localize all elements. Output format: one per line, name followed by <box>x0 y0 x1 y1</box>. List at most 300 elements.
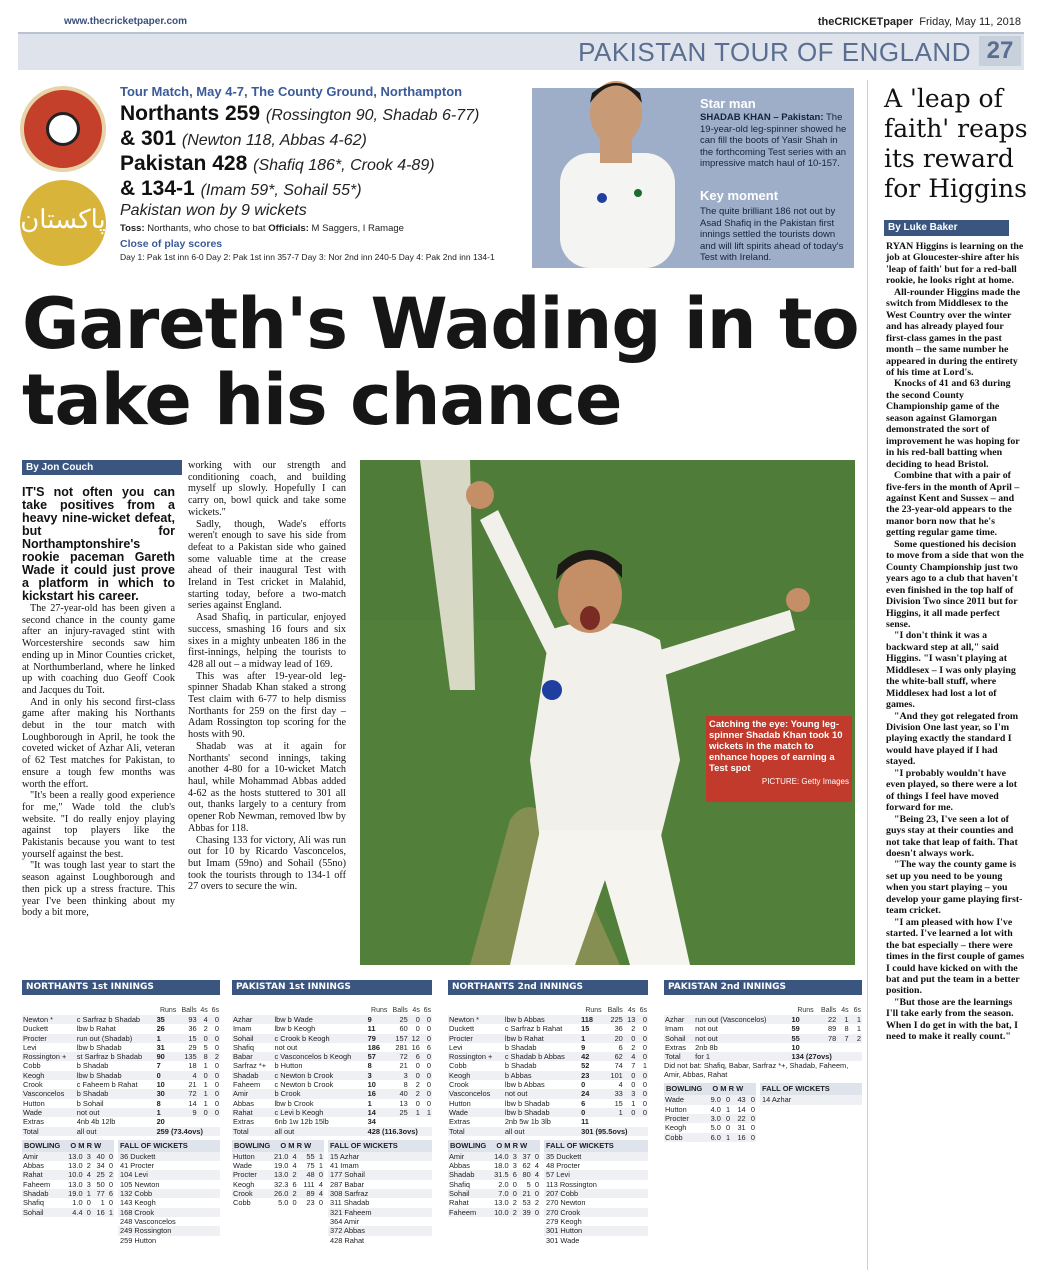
table-row <box>22 1043 220 1052</box>
table-cell: 13.0 <box>68 1151 83 1161</box>
table-cell: 72 <box>188 1089 197 1099</box>
table-cell: 2 <box>415 1080 420 1090</box>
table-cell: 2 <box>292 1189 297 1199</box>
table-cell: 1 <box>156 1033 161 1043</box>
table-cell: lbw b Shadab <box>504 1098 550 1108</box>
table-cell: 34 <box>367 1117 376 1127</box>
photo-caption <box>706 716 852 802</box>
table-cell: 0 <box>318 1198 323 1208</box>
table-cell: Wade <box>233 1161 253 1171</box>
table-cell: 0 <box>415 1098 420 1108</box>
bowling-row <box>22 1170 114 1179</box>
table-cell: 3 <box>512 1161 517 1171</box>
table-cell: c Newton b Crook <box>274 1070 334 1080</box>
table-cell: 1 <box>844 1015 849 1024</box>
sidebar-paragraph: All-rounder Higgins made the switch from Middlesex to the West Country over the winter and has already played four first-class games in the past month – the same number he appeared in during the entirety of his time at Lord's. <box>886 286 1021 378</box>
table-cell: Hutton <box>665 1104 687 1114</box>
table-cell: 13.0 <box>273 1170 289 1180</box>
table-cell: lbw b Abbas <box>504 1080 545 1090</box>
table-row <box>232 1099 432 1108</box>
table-cell: 0 <box>108 1179 113 1189</box>
column-header: Runs <box>585 1006 602 1014</box>
table-cell: 4 <box>86 1170 91 1180</box>
table-cell: 0 <box>642 1015 647 1024</box>
table-cell: 20 <box>614 1033 623 1043</box>
bowling-heading: BOWLING <box>666 1084 703 1094</box>
table-row <box>664 1015 862 1024</box>
paper-name: theCRICKETpaper <box>817 16 914 28</box>
table-row <box>664 1043 862 1052</box>
table-cell: 34 <box>96 1161 105 1171</box>
northants-crest-icon <box>20 86 106 172</box>
table-cell: 13 <box>399 1098 408 1108</box>
table-row <box>232 1071 432 1080</box>
table-cell: Newton * <box>23 1015 53 1024</box>
table-cell: 2 <box>108 1170 113 1180</box>
table-cell: 259 (73.4ovs) <box>156 1126 203 1136</box>
article-paragraph: "It was tough last year to start the season against Loughborough and then pick up a stress fracture. This year I've been thinking about my body a bit more, <box>22 860 175 919</box>
table-cell: 13.0 <box>68 1161 83 1171</box>
table-cell: 3 <box>86 1179 91 1189</box>
article-paragraph: And in only his second first-class game after making his Northants debut in the tour match with Loughborough in April, he took the coveted wicket of Azhar Ali, veteran of 62 Test matches for Pakistan, to ensure a tough few months was worth the effort. <box>22 696 175 790</box>
table-cell: st Sarfraz b Shadab <box>76 1052 143 1062</box>
table-cell: 0 <box>750 1123 755 1133</box>
table-cell: 0 <box>156 1070 161 1080</box>
table-cell: 1 <box>426 1107 431 1117</box>
table-cell: Newton * <box>449 1015 479 1024</box>
table-cell: 4 <box>192 1070 197 1080</box>
table-cell: Imam <box>665 1024 684 1034</box>
table-cell: 7.0 <box>498 1189 509 1199</box>
pakistan-crest-icon: پاکستان <box>20 180 106 266</box>
table-cell: 1 <box>203 1089 208 1099</box>
table-cell: c Sarfraz b Rahat <box>504 1024 563 1034</box>
table-cell: 3 <box>403 1070 408 1080</box>
fall-of-wicket-item: 364 Amir <box>330 1216 360 1226</box>
table-row <box>22 1061 220 1070</box>
table-cell: 23 <box>306 1198 315 1208</box>
table-cell: Procter <box>23 1033 47 1043</box>
bowling-table <box>232 1152 324 1208</box>
bowling-row <box>664 1105 756 1114</box>
table-cell: 0 <box>642 1107 647 1117</box>
table-cell: 1 <box>367 1098 372 1108</box>
table-cell: 0 <box>534 1189 539 1199</box>
table-cell: 6 <box>581 1098 586 1108</box>
table-cell: 2 <box>292 1170 297 1180</box>
fall-of-wicket-item: 177 Sohail <box>328 1170 432 1179</box>
column-header: Balls <box>181 1006 197 1014</box>
table-cell: 9.0 <box>710 1095 721 1105</box>
column-header: 4s <box>627 1006 636 1014</box>
table-cell: 10 <box>791 1042 800 1052</box>
column-header: Runs <box>371 1006 388 1014</box>
table-cell: Sohail <box>449 1189 470 1199</box>
table-cell: 1 <box>203 1080 208 1090</box>
table-cell: 2 <box>512 1207 517 1217</box>
table-cell: Sohail <box>665 1033 686 1043</box>
table-row <box>22 1089 220 1098</box>
table-cell: 428 (116.3ovs) <box>367 1126 418 1136</box>
table-cell: lbw b Crook <box>274 1098 314 1108</box>
table-cell: Rossington + <box>449 1052 493 1062</box>
site-url[interactable]: www.thecricketpaper.com <box>64 16 188 27</box>
fall-of-wicket-item: 372 Abbas <box>328 1226 432 1235</box>
table-cell: 1 <box>642 1061 647 1071</box>
table-cell: 0 <box>426 1080 431 1090</box>
bowling-row <box>22 1152 114 1161</box>
table-cell: 0 <box>581 1107 586 1117</box>
table-row <box>22 1117 220 1126</box>
table-cell: 0 <box>415 1015 420 1024</box>
table-cell: 32.3 <box>273 1179 289 1189</box>
table-cell: 6 <box>618 1042 623 1052</box>
table-cell: Faheem <box>23 1179 51 1189</box>
bowling-row <box>448 1208 540 1217</box>
fall-of-wicket-item: 270 Newton <box>546 1198 586 1208</box>
table-cell: 15 <box>188 1033 197 1043</box>
table-cell: Total <box>449 1126 465 1136</box>
table-cell: 4 <box>318 1189 323 1199</box>
table-cell: lbw b Keogh <box>274 1024 316 1034</box>
table-cell: 4 <box>292 1161 297 1171</box>
batting-table <box>448 995 648 1136</box>
fall-of-wicket-item: 301 Wade <box>546 1235 580 1245</box>
fall-of-wicket-item: 311 Shadab <box>330 1198 370 1208</box>
table-cell: 6.0 <box>710 1132 721 1142</box>
table-cell: 13 <box>627 1015 636 1024</box>
table-cell: 30 <box>156 1089 165 1099</box>
table-cell: Extras <box>233 1117 254 1127</box>
table-cell: 10.0 <box>494 1207 509 1217</box>
close-of-play-days: Day 1: Pak 1st inn 6-0 Day 2: Pak 1st inn 357-7 Day 3: Nor 2nd inn 240-5 Day 4: Pak 2nd inn 134-1 <box>120 252 495 262</box>
table-cell: 13.0 <box>68 1179 83 1189</box>
batting-table <box>22 995 220 1136</box>
bowling-table <box>22 1152 114 1217</box>
table-row <box>232 1043 432 1052</box>
table-cell: 5 <box>526 1179 531 1189</box>
table-cell: Cobb <box>233 1198 251 1208</box>
table-cell: 59 <box>791 1024 800 1034</box>
table-cell: 0 <box>214 1107 219 1117</box>
table-cell: 1 <box>86 1189 91 1199</box>
bowling-row <box>22 1198 114 1207</box>
bowling-row <box>22 1180 114 1189</box>
fall-of-wicket-item: 308 Sarfraz <box>328 1189 432 1198</box>
table-cell: 6 <box>415 1052 420 1062</box>
table-row <box>448 1099 648 1108</box>
table-row <box>448 1043 648 1052</box>
column-header: 4s <box>412 1006 420 1014</box>
key-moment-heading: Key moment <box>700 188 779 203</box>
scorecard-title: NORTHANTS 2nd INNINGS <box>448 980 648 995</box>
bowling-row <box>232 1152 324 1161</box>
table-cell: 4 <box>292 1151 297 1161</box>
table-cell: 1 <box>856 1024 861 1034</box>
table-row <box>232 1080 432 1089</box>
table-cell: Cobb <box>665 1132 683 1142</box>
fall-of-wicket-item: 41 Procter <box>120 1161 155 1171</box>
table-cell: b Shadab <box>504 1042 537 1052</box>
table-cell: Faheem <box>233 1080 261 1090</box>
fall-of-wicket-item: 248 Vasconcelos <box>120 1216 176 1226</box>
table-cell: 281 <box>395 1042 408 1052</box>
article-byline: By Jon Couch <box>22 460 182 475</box>
table-cell: 31.5 <box>494 1170 509 1180</box>
table-cell: 19.0 <box>273 1161 289 1171</box>
table-cell: 19.0 <box>68 1189 83 1199</box>
table-cell: Total <box>233 1126 249 1136</box>
caption-title: Catching the eye: Young leg-spinner Shadab Khan took 10 wickets in the match to enhance hopes of earning a Test spot <box>709 719 843 774</box>
fall-of-wicket-item: 287 Babar <box>330 1179 365 1189</box>
table-cell: Rossington + <box>23 1052 67 1062</box>
table-cell: 14 <box>737 1104 746 1114</box>
table-row <box>232 1024 432 1033</box>
table-cell: 0 <box>214 1070 219 1080</box>
table-cell <box>198 1117 209 1126</box>
table-cell: 4.4 <box>72 1207 83 1217</box>
table-cell: 16 <box>411 1042 420 1052</box>
table-cell: 60 <box>399 1024 408 1034</box>
table-cell <box>850 1043 862 1052</box>
table-cell: 0 <box>415 1070 420 1080</box>
table-cell: 31 <box>156 1042 165 1052</box>
table-cell: 10 <box>367 1080 376 1090</box>
table-cell: 6 <box>512 1170 517 1180</box>
article-paragraph: This was after 19-year-old leg-spinner Shadab Khan staked a strong Test claim with 6-77 to help dismiss Northants for 259 on the first day – Adam Rossington top scoring for the hosts with 90. <box>188 670 346 741</box>
table-cell: 1 <box>203 1098 208 1108</box>
table-cell: 55 <box>791 1033 800 1043</box>
fall-of-wickets-heading: FALL OF WICKETS <box>544 1140 648 1152</box>
table-cell: 1 <box>726 1104 731 1114</box>
table-cell: Rahat <box>449 1198 469 1208</box>
table-cell: 13.0 <box>494 1198 509 1208</box>
table-cell: Duckett <box>449 1024 475 1034</box>
table-cell: Keogh <box>449 1070 471 1080</box>
table-cell: 77 <box>96 1189 105 1199</box>
table-cell: 0 <box>631 1107 636 1117</box>
table-cell: 1 <box>631 1098 636 1108</box>
issue-date: Friday, May 11, 2018 <box>919 16 1021 28</box>
table-cell: 40 <box>96 1151 105 1161</box>
sidebar-paragraph: "I don't think it was a backward step at all," said Higgins. "I wasn't playing at Middlesex – I was only playing the white-ball stuff, where Middlesex had lost a lot of games. <box>886 630 1016 711</box>
table-cell: Procter <box>665 1114 689 1124</box>
table-cell: Wade <box>665 1095 685 1105</box>
table-cell: b Shadab <box>76 1089 109 1099</box>
bowling-row <box>448 1198 540 1207</box>
table-cell: 21.0 <box>273 1151 289 1161</box>
table-row <box>448 1034 648 1043</box>
table-cell: Keogh <box>665 1123 687 1133</box>
fall-of-wicket-item: 270 Crook <box>544 1208 648 1217</box>
table-cell: 1 <box>415 1107 420 1117</box>
table-cell: lbw b Rahat <box>76 1024 116 1034</box>
table-cell: 4 <box>618 1080 623 1090</box>
table-cell: 10.0 <box>68 1170 83 1180</box>
table-cell: 7 <box>156 1061 161 1071</box>
main-headline: Gareth's Wading in to take his chance <box>22 283 859 441</box>
table-cell: 2 <box>631 1024 636 1034</box>
table-cell: Total <box>665 1052 681 1062</box>
table-cell: Procter <box>233 1170 257 1180</box>
table-cell: 0 <box>203 1107 208 1117</box>
article-paragraph: working with our strength and conditioning coach, and building myself up slowly. Hopefully I can carry on, bowl quick and take some wickets." <box>188 460 346 518</box>
table-cell: 0 <box>726 1095 731 1105</box>
table-cell: 111 <box>303 1179 315 1189</box>
bowling-columns: O M R W <box>494 1140 528 1150</box>
table-cell <box>177 1117 197 1126</box>
table-cell: 25 <box>96 1170 105 1180</box>
table-cell: 89 <box>306 1189 315 1199</box>
table-cell: 0 <box>642 1042 647 1052</box>
table-row <box>664 1024 862 1033</box>
table-cell: lbw b Shadab <box>76 1070 122 1080</box>
table-cell: run out (Vasconcelos) <box>695 1015 767 1024</box>
table-row <box>448 1089 648 1098</box>
fall-of-wicket-item: 321 Faheem <box>328 1208 432 1217</box>
table-row <box>232 1117 432 1126</box>
table-cell: 1 <box>726 1132 731 1142</box>
bowling-row <box>232 1180 324 1189</box>
table-cell: c Vasconcelos b Keogh <box>274 1052 352 1062</box>
table-cell: b Hutton <box>274 1061 303 1071</box>
table-cell: 0 <box>631 1070 636 1080</box>
table-cell: 0 <box>426 1070 431 1080</box>
sidebar-paragraph: "I am pleased with how I've started. I've learned a lot with the bat especially – there were times in the first couple of games I could have kicked on with the bat and put the team in a better position. <box>886 916 1025 997</box>
table-row <box>232 1061 432 1070</box>
table-cell: 0 <box>426 1089 431 1099</box>
toss-officials: Toss: Northants, who chose to bat Officials: M Saggers, I Ramage <box>120 223 404 234</box>
table-cell: 8 <box>367 1061 372 1071</box>
table-cell: Cobb <box>23 1061 41 1071</box>
fall-of-wicket-item: 279 Keogh <box>546 1216 582 1226</box>
fall-of-wicket-item: 143 Keogh <box>120 1198 156 1208</box>
table-cell: 7 <box>631 1061 636 1071</box>
table-cell: 52 <box>581 1061 590 1071</box>
table-cell: 15 <box>581 1024 590 1034</box>
article-paragraph: Asad Shafiq, in particular, enjoyed success, smashing 16 fours and six sixes in a mighty unbeaten 186 in the first-innings, helping the tourists to 428 all out – a midway lead of 169. <box>188 612 346 670</box>
table-cell: Rahat <box>23 1170 43 1180</box>
table-cell: lbw b Shadab <box>504 1107 550 1117</box>
fall-of-wicket-item: 428 Rahat <box>330 1235 365 1245</box>
table-cell: Sarfraz *+ <box>233 1061 267 1071</box>
table-cell: Imam <box>233 1024 252 1034</box>
table-cell: 1.0 <box>72 1198 83 1208</box>
sidebar-paragraph: Knocks of 41 and 63 during the second County Championship game of the season against Glamorgan demonstrated the sort of improvement he was hoping for in his red-ball batting when deciding to head Bristol. <box>886 378 1020 470</box>
table-cell <box>209 1117 220 1126</box>
table-cell: Wade <box>23 1107 43 1117</box>
table-cell: 10 <box>156 1080 165 1090</box>
table-cell: 0 <box>642 1080 647 1090</box>
table-row <box>22 1127 220 1136</box>
table-cell: Extras <box>23 1117 44 1127</box>
column-header: 6s <box>211 1006 219 1014</box>
fall-of-wicket-item: 132 Cobb <box>118 1189 220 1198</box>
table-cell: 2 <box>214 1052 219 1062</box>
table-cell: 0 <box>415 1024 420 1034</box>
table-cell: 14 <box>188 1098 197 1108</box>
table-cell: 8 <box>156 1098 161 1108</box>
fall-of-wicket-item: 48 Procter <box>546 1161 581 1171</box>
table-cell: 301 (95.5ovs) <box>581 1126 628 1136</box>
table-cell: 3 <box>367 1070 372 1080</box>
table-cell: 74 <box>614 1061 623 1071</box>
table-cell: Vasconcelos <box>449 1089 491 1099</box>
table-cell <box>421 1117 432 1126</box>
table-cell: 0 <box>726 1114 731 1124</box>
table-cell: Keogh <box>233 1179 255 1189</box>
scorecard <box>448 980 648 1245</box>
table-cell: 79 <box>367 1033 376 1043</box>
table-cell: 1 <box>203 1061 208 1071</box>
table-cell: Shafiq <box>23 1198 44 1208</box>
table-cell: Total <box>23 1126 39 1136</box>
table-cell: 1 <box>581 1033 586 1043</box>
table-cell: Levi <box>449 1042 463 1052</box>
table-cell: 18 <box>188 1061 197 1071</box>
table-cell: 0 <box>292 1198 297 1208</box>
table-cell: 8 <box>844 1024 849 1034</box>
table-cell: 9 <box>581 1042 586 1052</box>
fall-of-wicket-item: 35 Duckett <box>544 1152 648 1161</box>
batting-table <box>664 995 862 1061</box>
bowling-row <box>664 1114 756 1123</box>
table-cell: 0 <box>214 1015 219 1024</box>
table-cell: 36 <box>188 1024 197 1034</box>
sidebar-paragraph: "I probably wouldn't have even played, so there were a lot of things I feel have moved forward for me. <box>886 767 1018 814</box>
table-cell: 7 <box>844 1033 849 1043</box>
bowling-row <box>22 1161 114 1170</box>
column-header: Balls <box>392 1006 408 1014</box>
table-row <box>448 1015 648 1024</box>
table-cell: 90 <box>156 1052 165 1062</box>
fall-of-wicket-item: 259 Hutton <box>120 1235 157 1245</box>
table-cell: 3 <box>631 1089 636 1099</box>
table-cell: 0 <box>214 1061 219 1071</box>
table-cell: 5 <box>203 1042 208 1052</box>
table-row <box>448 1052 648 1061</box>
table-cell: b Abbas <box>504 1070 532 1080</box>
table-cell: 33 <box>614 1089 623 1099</box>
column-header: Balls <box>821 1006 837 1014</box>
table-cell: Shadab <box>449 1170 475 1180</box>
fall-of-wicket-item: 113 Rossington <box>546 1179 597 1189</box>
article-paragraph: Shadab was at it again for Northants' second innings, taking another 4-80 for a 10-wicket Match haul, while Mohammad Abbas added 4-62 as the hosts stuttered to 301 all out, thanks largely to a century from opener Rob Newman, removed lbw by Abbas for 118. <box>188 740 346 834</box>
table-cell: 225 <box>610 1015 623 1024</box>
table-cell: 8 <box>203 1052 208 1062</box>
table-row <box>232 1089 432 1098</box>
table-cell: 35 <box>156 1015 165 1024</box>
fall-of-wicket-item: 15 Azhar <box>328 1152 432 1161</box>
article-column-2 <box>188 460 346 893</box>
table-cell: 25 <box>399 1015 408 1024</box>
table-cell: Crook <box>23 1080 43 1090</box>
table-cell: 4 <box>631 1052 636 1062</box>
column-header: Balls <box>607 1006 623 1014</box>
table-cell: c Shadab b Abbas <box>504 1052 565 1062</box>
table-cell: 23 <box>581 1070 590 1080</box>
article-paragraph: Chasing 133 for victory, Ali was run out for 10 by Ricardo Vasconcelos, but Imam (59no) and Sohail (55no) took the tourists through to 134-1 off 27 overs to secure the win. <box>188 834 346 893</box>
table-cell: c Sarfraz b Shadab <box>76 1015 141 1024</box>
table-cell: 157 <box>395 1033 408 1043</box>
fall-of-wicket-item: 301 Hutton <box>544 1226 648 1235</box>
bowling-row <box>448 1152 540 1161</box>
main-photo <box>360 460 855 965</box>
table-cell: 42 <box>581 1052 590 1062</box>
table-row <box>448 1108 648 1117</box>
table-cell: 101 <box>610 1070 623 1080</box>
table-cell: 22 <box>737 1114 746 1124</box>
